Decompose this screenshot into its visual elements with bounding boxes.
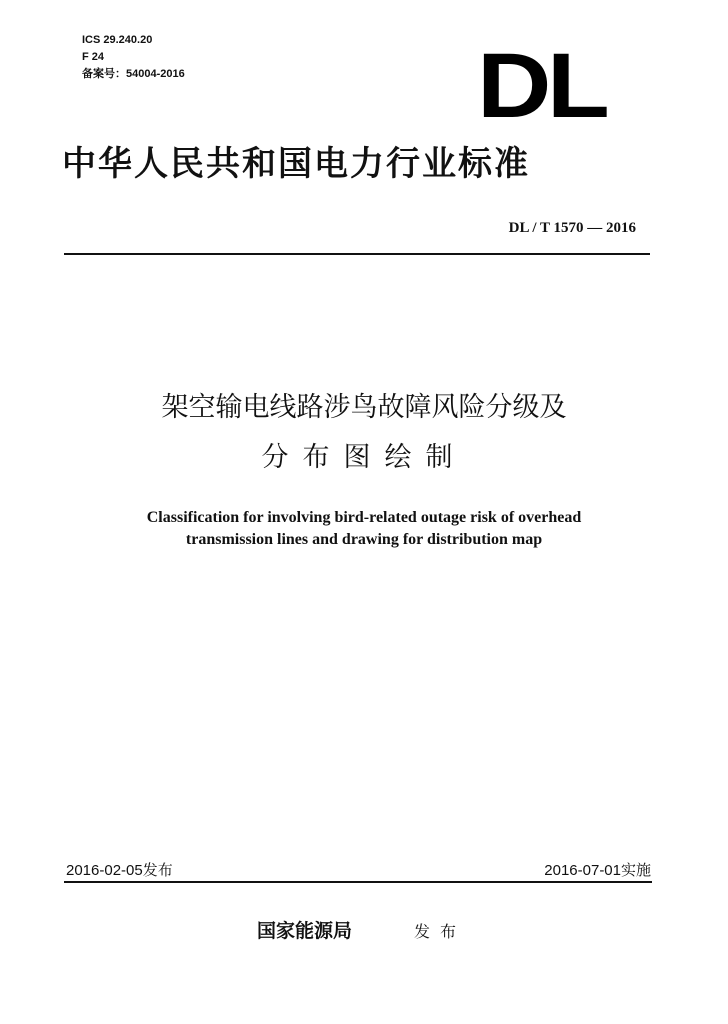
publish-label: 发布	[414, 922, 467, 941]
ics-code: ICS 29.240.20	[82, 34, 153, 46]
record-number: 备案号：54004-2016	[82, 68, 185, 80]
standard-number: DL / T 1570 — 2016	[508, 220, 636, 236]
bottom-divider	[64, 881, 652, 883]
english-title-line-2: transmission lines and drawing for distribution map	[185, 531, 543, 548]
publisher-name: 国家能源局	[257, 920, 353, 942]
dl-logo: DL	[477, 35, 606, 137]
chinese-title-line-1: 架空输电线路涉鸟故障风险分级及	[161, 392, 567, 423]
chinese-title-line-2: 分布图绘制	[261, 442, 467, 473]
classification-block	[82, 32, 185, 83]
ccs-code: F 24	[82, 51, 105, 63]
implementation-date: 2016-07-01实施	[544, 862, 651, 879]
top-divider	[64, 253, 650, 255]
english-title-line-1: Classification for involving bird-related outage risk of overhead	[146, 509, 582, 526]
issue-date: 2016-02-05发布	[66, 862, 173, 879]
standard-category-title: 中华人民共和国电力行业标准	[62, 144, 530, 184]
